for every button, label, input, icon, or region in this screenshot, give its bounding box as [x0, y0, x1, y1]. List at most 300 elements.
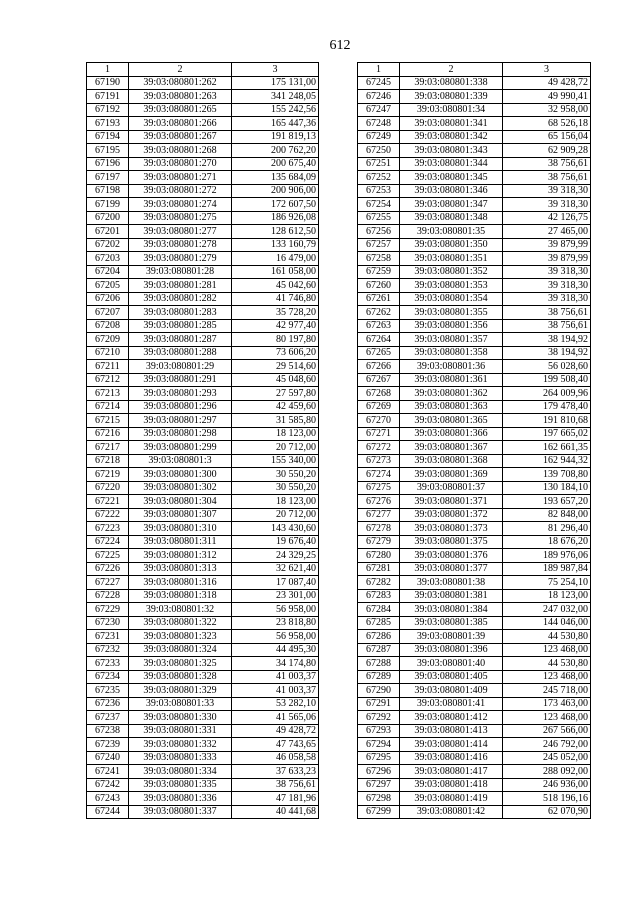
value-cell: 189 987,84	[503, 562, 591, 576]
cadastral-number-cell: 39:03:080801:265	[129, 103, 232, 117]
row-number-cell: 67217	[87, 441, 129, 455]
value-cell: 82 848,00	[503, 508, 591, 522]
cadastral-number-cell: 39:03:080801:37	[400, 481, 503, 495]
row-number-cell: 67235	[87, 684, 129, 698]
cadastral-number-cell: 39:03:080801:347	[400, 198, 503, 212]
table-row	[87, 387, 319, 401]
value-cell: 247 032,00	[503, 603, 591, 617]
column-header: 2	[400, 63, 503, 77]
table-row	[358, 576, 591, 590]
table-row	[87, 751, 319, 765]
cadastral-number-cell: 39:03:080801:302	[129, 481, 232, 495]
table-row	[358, 117, 591, 131]
cadastral-number-cell: 39:03:080801:353	[400, 279, 503, 293]
value-cell: 65 156,04	[503, 130, 591, 144]
value-cell: 39 879,99	[503, 252, 591, 266]
table-row	[358, 225, 591, 239]
table-row	[87, 643, 319, 657]
table-row	[358, 508, 591, 522]
table-row	[87, 535, 319, 549]
row-number-cell: 67244	[87, 805, 129, 819]
row-number-cell: 67251	[358, 157, 400, 171]
row-number-cell: 67240	[87, 751, 129, 765]
table-row	[358, 184, 591, 198]
table-row	[87, 225, 319, 239]
value-cell: 288 092,00	[503, 765, 591, 779]
row-number-cell: 67198	[87, 184, 129, 198]
table-row	[358, 400, 591, 414]
value-cell: 197 665,02	[503, 427, 591, 441]
table-row	[87, 198, 319, 212]
row-number-cell: 67285	[358, 616, 400, 630]
cadastral-number-cell: 39:03:080801:304	[129, 495, 232, 509]
row-number-cell: 67222	[87, 508, 129, 522]
value-cell: 27 465,00	[503, 225, 591, 239]
cadastral-number-cell: 39:03:080801:291	[129, 373, 232, 387]
value-cell: 56 028,60	[503, 360, 591, 374]
cadastral-number-cell: 39:03:080801:35	[400, 225, 503, 239]
value-cell: 30 550,20	[232, 481, 319, 495]
row-number-cell: 67276	[358, 495, 400, 509]
table-row	[87, 697, 319, 711]
row-number-cell: 67286	[358, 630, 400, 644]
row-number-cell: 67278	[358, 522, 400, 536]
row-number-cell: 67220	[87, 481, 129, 495]
cadastral-number-cell: 39:03:080801:313	[129, 562, 232, 576]
cadastral-number-cell: 39:03:080801:355	[400, 306, 503, 320]
table-row	[358, 198, 591, 212]
cadastral-number-cell: 39:03:080801:339	[400, 90, 503, 104]
row-number-cell: 67219	[87, 468, 129, 482]
table-row	[87, 778, 319, 792]
cadastral-number-cell: 39:03:080801:376	[400, 549, 503, 563]
value-cell: 35 728,20	[232, 306, 319, 320]
row-number-cell: 67295	[358, 751, 400, 765]
value-cell: 179 478,40	[503, 400, 591, 414]
table-header-row	[358, 63, 591, 77]
table-row	[358, 387, 591, 401]
cadastral-number-cell: 39:03:080801:272	[129, 184, 232, 198]
table-row	[87, 468, 319, 482]
value-cell: 27 597,80	[232, 387, 319, 401]
table-row	[87, 76, 319, 90]
row-number-cell: 67191	[87, 90, 129, 104]
cadastral-number-cell: 39:03:080801:328	[129, 670, 232, 684]
value-cell: 38 756,61	[503, 306, 591, 320]
table-row	[87, 144, 319, 158]
value-cell: 42 977,40	[232, 319, 319, 333]
row-number-cell: 67283	[358, 589, 400, 603]
cadastral-number-cell: 39:03:080801:267	[129, 130, 232, 144]
value-cell: 39 879,99	[503, 238, 591, 252]
row-number-cell: 67246	[358, 90, 400, 104]
cadastral-number-cell: 39:03:080801:416	[400, 751, 503, 765]
row-number-cell: 67262	[358, 306, 400, 320]
table-row	[358, 130, 591, 144]
cadastral-number-cell: 39:03:080801:34	[400, 103, 503, 117]
cadastral-number-cell: 39:03:080801:299	[129, 441, 232, 455]
value-cell: 38 194,92	[503, 346, 591, 360]
row-number-cell: 67290	[358, 684, 400, 698]
cadastral-number-cell: 39:03:080801:29	[129, 360, 232, 374]
cadastral-number-cell: 39:03:080801:279	[129, 252, 232, 266]
value-cell: 16 479,00	[232, 252, 319, 266]
cadastral-number-cell: 39:03:080801:270	[129, 157, 232, 171]
row-number-cell: 67210	[87, 346, 129, 360]
table-row	[358, 373, 591, 387]
value-cell: 42 126,75	[503, 211, 591, 225]
row-number-cell: 67258	[358, 252, 400, 266]
cadastral-number-cell: 39:03:080801:351	[400, 252, 503, 266]
cadastral-number-cell: 39:03:080801:367	[400, 441, 503, 455]
row-number-cell: 67225	[87, 549, 129, 563]
value-cell: 31 585,80	[232, 414, 319, 428]
cadastral-table-right	[357, 62, 591, 819]
cadastral-number-cell: 39:03:080801:268	[129, 144, 232, 158]
cadastral-number-cell: 39:03:080801:335	[129, 778, 232, 792]
table-row	[358, 306, 591, 320]
table-row	[358, 441, 591, 455]
value-cell: 246 936,00	[503, 778, 591, 792]
table-row	[358, 211, 591, 225]
table-row	[358, 805, 591, 819]
row-number-cell: 67202	[87, 238, 129, 252]
row-number-cell: 67241	[87, 765, 129, 779]
row-number-cell: 67195	[87, 144, 129, 158]
cadastral-number-cell: 39:03:080801:298	[129, 427, 232, 441]
cadastral-number-cell: 39:03:080801:288	[129, 346, 232, 360]
column-header: 1	[87, 63, 129, 77]
table-row	[358, 657, 591, 671]
cadastral-number-cell: 39:03:080801:366	[400, 427, 503, 441]
row-number-cell: 67268	[358, 387, 400, 401]
cadastral-number-cell: 39:03:080801:381	[400, 589, 503, 603]
value-cell: 53 282,10	[232, 697, 319, 711]
cadastral-number-cell: 39:03:080801:365	[400, 414, 503, 428]
row-number-cell: 67252	[358, 171, 400, 185]
value-cell: 56 958,00	[232, 630, 319, 644]
value-cell: 45 042,60	[232, 279, 319, 293]
cadastral-number-cell: 39:03:080801:337	[129, 805, 232, 819]
row-number-cell: 67271	[358, 427, 400, 441]
cadastral-number-cell: 39:03:080801:36	[400, 360, 503, 374]
value-cell: 47 743,65	[232, 738, 319, 752]
cadastral-number-cell: 39:03:080801:354	[400, 292, 503, 306]
table-row	[87, 117, 319, 131]
row-number-cell: 67282	[358, 576, 400, 590]
table-row	[358, 616, 591, 630]
value-cell: 46 058,58	[232, 751, 319, 765]
row-number-cell: 67269	[358, 400, 400, 414]
cadastral-table-left	[86, 62, 319, 819]
table-row	[87, 441, 319, 455]
row-number-cell: 67264	[358, 333, 400, 347]
value-cell: 123 468,00	[503, 643, 591, 657]
row-number-cell: 67233	[87, 657, 129, 671]
row-number-cell: 67193	[87, 117, 129, 131]
row-number-cell: 67231	[87, 630, 129, 644]
row-number-cell: 67253	[358, 184, 400, 198]
cadastral-number-cell: 39:03:080801:311	[129, 535, 232, 549]
cadastral-number-cell: 39:03:080801:405	[400, 670, 503, 684]
value-cell: 68 526,18	[503, 117, 591, 131]
cadastral-number-cell: 39:03:080801:277	[129, 225, 232, 239]
cadastral-number-cell: 39:03:080801:300	[129, 468, 232, 482]
table-row	[87, 130, 319, 144]
table-row	[358, 157, 591, 171]
value-cell: 191 810,68	[503, 414, 591, 428]
value-cell: 173 463,00	[503, 697, 591, 711]
row-number-cell: 67226	[87, 562, 129, 576]
value-cell: 18 123,00	[232, 427, 319, 441]
row-number-cell: 67238	[87, 724, 129, 738]
value-cell: 41 003,37	[232, 684, 319, 698]
table-row	[358, 711, 591, 725]
cadastral-number-cell: 39:03:080801:310	[129, 522, 232, 536]
value-cell: 199 508,40	[503, 373, 591, 387]
cadastral-number-cell: 39:03:080801:324	[129, 643, 232, 657]
value-cell: 23 301,00	[232, 589, 319, 603]
table-row	[87, 738, 319, 752]
value-cell: 130 184,10	[503, 481, 591, 495]
table-row	[87, 549, 319, 563]
value-cell: 80 197,80	[232, 333, 319, 347]
value-cell: 143 430,60	[232, 522, 319, 536]
column-header: 3	[503, 63, 591, 77]
cadastral-number-cell: 39:03:080801:413	[400, 724, 503, 738]
cadastral-number-cell: 39:03:080801:307	[129, 508, 232, 522]
table-row	[87, 630, 319, 644]
value-cell: 144 046,00	[503, 616, 591, 630]
value-cell: 38 756,61	[232, 778, 319, 792]
row-number-cell: 67190	[87, 76, 129, 90]
table-row	[87, 522, 319, 536]
table-row	[87, 589, 319, 603]
value-cell: 49 428,72	[503, 76, 591, 90]
row-number-cell: 67296	[358, 765, 400, 779]
row-number-cell: 67205	[87, 279, 129, 293]
cadastral-number-cell: 39:03:080801:263	[129, 90, 232, 104]
table-row	[358, 238, 591, 252]
cadastral-number-cell: 39:03:080801:312	[129, 549, 232, 563]
table-row	[87, 171, 319, 185]
table-row	[87, 360, 319, 374]
cadastral-number-cell: 39:03:080801:274	[129, 198, 232, 212]
row-number-cell: 67288	[358, 657, 400, 671]
cadastral-number-cell: 39:03:080801:372	[400, 508, 503, 522]
row-number-cell: 67215	[87, 414, 129, 428]
cadastral-number-cell: 39:03:080801:275	[129, 211, 232, 225]
row-number-cell: 67255	[358, 211, 400, 225]
table-row	[358, 427, 591, 441]
row-number-cell: 67206	[87, 292, 129, 306]
table-row	[358, 481, 591, 495]
value-cell: 200 762,20	[232, 144, 319, 158]
table-row	[358, 319, 591, 333]
cadastral-number-cell: 39:03:080801:338	[400, 76, 503, 90]
value-cell: 62 909,28	[503, 144, 591, 158]
row-number-cell: 67260	[358, 279, 400, 293]
value-cell: 41 746,80	[232, 292, 319, 306]
value-cell: 45 048,60	[232, 373, 319, 387]
table-row	[358, 76, 591, 90]
value-cell: 18 123,00	[503, 589, 591, 603]
value-cell: 44 495,30	[232, 643, 319, 657]
table-row	[87, 319, 319, 333]
value-cell: 162 661,35	[503, 441, 591, 455]
cadastral-number-cell: 39:03:080801:332	[129, 738, 232, 752]
cadastral-number-cell: 39:03:080801:3	[129, 454, 232, 468]
row-number-cell: 67277	[358, 508, 400, 522]
row-number-cell: 67213	[87, 387, 129, 401]
row-number-cell: 67192	[87, 103, 129, 117]
cadastral-number-cell: 39:03:080801:333	[129, 751, 232, 765]
cadastral-number-cell: 39:03:080801:358	[400, 346, 503, 360]
value-cell: 17 087,40	[232, 576, 319, 590]
value-cell: 75 254,10	[503, 576, 591, 590]
cadastral-number-cell: 39:03:080801:293	[129, 387, 232, 401]
row-number-cell: 67267	[358, 373, 400, 387]
column-header: 2	[129, 63, 232, 77]
table-row	[358, 751, 591, 765]
row-number-cell: 67256	[358, 225, 400, 239]
table-row	[87, 306, 319, 320]
table-row	[358, 535, 591, 549]
table-row	[87, 454, 319, 468]
row-number-cell: 67298	[358, 792, 400, 806]
value-cell: 264 009,96	[503, 387, 591, 401]
table-row	[87, 603, 319, 617]
cadastral-number-cell: 39:03:080801:278	[129, 238, 232, 252]
cadastral-number-cell: 39:03:080801:369	[400, 468, 503, 482]
value-cell: 62 070,90	[503, 805, 591, 819]
table-row	[87, 414, 319, 428]
row-number-cell: 67266	[358, 360, 400, 374]
row-number-cell: 67200	[87, 211, 129, 225]
row-number-cell: 67208	[87, 319, 129, 333]
cadastral-number-cell: 39:03:080801:346	[400, 184, 503, 198]
value-cell: 19 676,40	[232, 535, 319, 549]
row-number-cell: 67232	[87, 643, 129, 657]
row-number-cell: 67223	[87, 522, 129, 536]
row-number-cell: 67293	[358, 724, 400, 738]
value-cell: 123 468,00	[503, 711, 591, 725]
table-row	[87, 792, 319, 806]
value-cell: 175 131,00	[232, 76, 319, 90]
cadastral-number-cell: 39:03:080801:385	[400, 616, 503, 630]
value-cell: 32 621,40	[232, 562, 319, 576]
cadastral-number-cell: 39:03:080801:384	[400, 603, 503, 617]
table-row	[87, 670, 319, 684]
table-row	[87, 333, 319, 347]
row-number-cell: 67203	[87, 252, 129, 266]
row-number-cell: 67214	[87, 400, 129, 414]
table-row	[358, 454, 591, 468]
row-number-cell: 67292	[358, 711, 400, 725]
cadastral-number-cell: 39:03:080801:342	[400, 130, 503, 144]
table-row	[358, 346, 591, 360]
cadastral-number-cell: 39:03:080801:348	[400, 211, 503, 225]
table-row	[358, 265, 591, 279]
table-row	[87, 576, 319, 590]
row-number-cell: 67249	[358, 130, 400, 144]
value-cell: 30 550,20	[232, 468, 319, 482]
cadastral-number-cell: 39:03:080801:287	[129, 333, 232, 347]
table-row	[358, 495, 591, 509]
value-cell: 56 958,00	[232, 603, 319, 617]
cadastral-number-cell: 39:03:080801:325	[129, 657, 232, 671]
row-number-cell: 67250	[358, 144, 400, 158]
cadastral-number-cell: 39:03:080801:350	[400, 238, 503, 252]
value-cell: 165 447,36	[232, 117, 319, 131]
cadastral-number-cell: 39:03:080801:283	[129, 306, 232, 320]
row-number-cell: 67237	[87, 711, 129, 725]
row-number-cell: 67287	[358, 643, 400, 657]
cadastral-number-cell: 39:03:080801:42	[400, 805, 503, 819]
value-cell: 135 684,09	[232, 171, 319, 185]
value-cell: 29 514,60	[232, 360, 319, 374]
row-number-cell: 67263	[358, 319, 400, 333]
row-number-cell: 67236	[87, 697, 129, 711]
cadastral-number-cell: 39:03:080801:281	[129, 279, 232, 293]
table-row	[358, 171, 591, 185]
value-cell: 186 926,08	[232, 211, 319, 225]
value-cell: 155 340,00	[232, 454, 319, 468]
cadastral-number-cell: 39:03:080801:409	[400, 684, 503, 698]
column-header: 1	[358, 63, 400, 77]
cadastral-number-cell: 39:03:080801:39	[400, 630, 503, 644]
table-row	[87, 103, 319, 117]
row-number-cell: 67229	[87, 603, 129, 617]
value-cell: 245 718,00	[503, 684, 591, 698]
cadastral-number-cell: 39:03:080801:296	[129, 400, 232, 414]
cadastral-number-cell: 39:03:080801:357	[400, 333, 503, 347]
table-row	[358, 603, 591, 617]
row-number-cell: 67209	[87, 333, 129, 347]
cadastral-number-cell: 39:03:080801:356	[400, 319, 503, 333]
value-cell: 267 566,00	[503, 724, 591, 738]
cadastral-number-cell: 39:03:080801:266	[129, 117, 232, 131]
row-number-cell: 67294	[358, 738, 400, 752]
value-cell: 49 990,41	[503, 90, 591, 104]
table-row	[358, 724, 591, 738]
table-row	[358, 765, 591, 779]
cadastral-number-cell: 39:03:080801:377	[400, 562, 503, 576]
cadastral-number-cell: 39:03:080801:41	[400, 697, 503, 711]
value-cell: 39 318,30	[503, 184, 591, 198]
table-row	[87, 724, 319, 738]
cadastral-number-cell: 39:03:080801:33	[129, 697, 232, 711]
cadastral-number-cell: 39:03:080801:329	[129, 684, 232, 698]
row-number-cell: 67257	[358, 238, 400, 252]
cadastral-number-cell: 39:03:080801:362	[400, 387, 503, 401]
row-number-cell: 67218	[87, 454, 129, 468]
value-cell: 39 318,30	[503, 265, 591, 279]
row-number-cell: 67272	[358, 441, 400, 455]
table-row	[87, 238, 319, 252]
row-number-cell: 67279	[358, 535, 400, 549]
table-row	[87, 427, 319, 441]
row-number-cell: 67291	[358, 697, 400, 711]
row-number-cell: 67247	[358, 103, 400, 117]
row-number-cell: 67224	[87, 535, 129, 549]
cadastral-number-cell: 39:03:080801:282	[129, 292, 232, 306]
value-cell: 133 160,79	[232, 238, 319, 252]
cadastral-number-cell: 39:03:080801:345	[400, 171, 503, 185]
value-cell: 18 123,00	[232, 495, 319, 509]
column-header: 3	[232, 63, 319, 77]
row-number-cell: 67227	[87, 576, 129, 590]
